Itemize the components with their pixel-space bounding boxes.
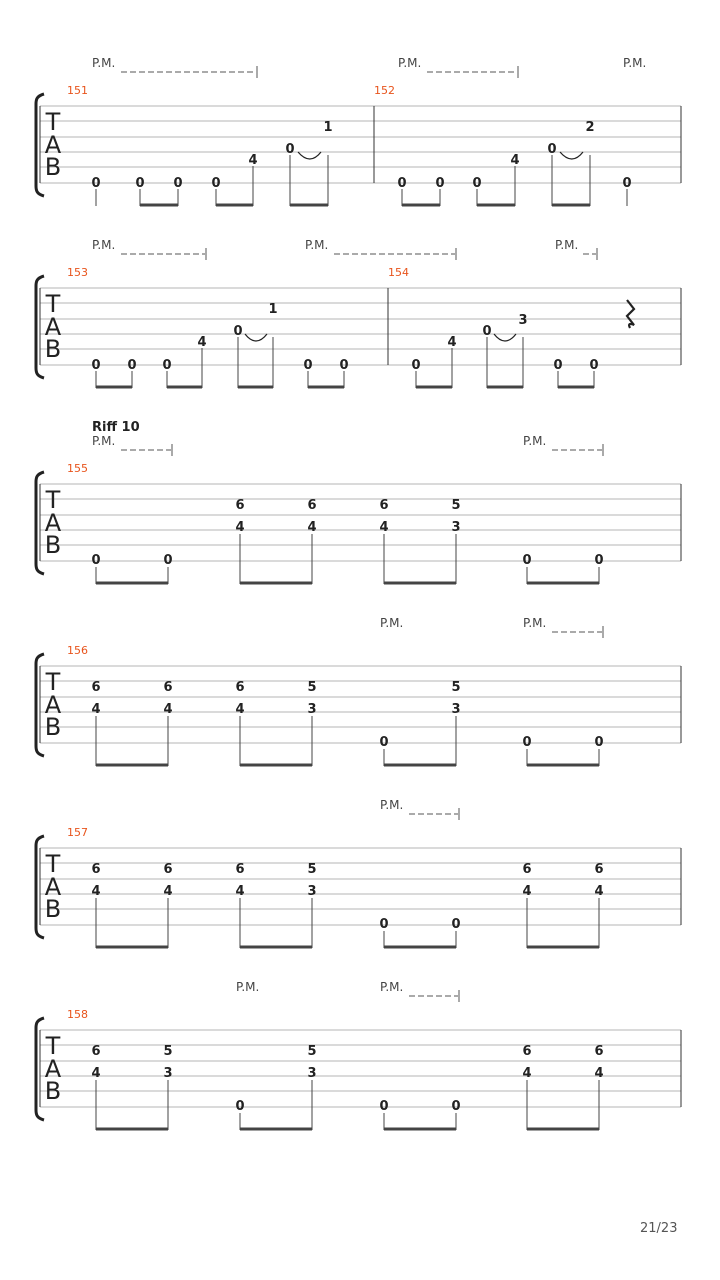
fret-number: 0 (163, 553, 173, 568)
palm-mute-label: P.M. (92, 56, 116, 70)
fret-number: 0 (622, 176, 632, 191)
fret-number: 3 (518, 313, 528, 328)
tab-clef-t: T (45, 850, 61, 878)
fret-number: 6 (163, 680, 173, 695)
fret-number: 0 (411, 358, 421, 373)
fret-number: 0 (135, 176, 145, 191)
fret-number: 3 (307, 884, 317, 899)
fret-number: 4 (163, 702, 173, 717)
fret-number: 4 (447, 335, 457, 350)
fret-number: 6 (307, 498, 317, 513)
fret-number: 3 (163, 1066, 173, 1081)
measure-number: 155 (67, 462, 88, 475)
staff-lines (40, 848, 681, 925)
fret-number: 3 (451, 702, 461, 717)
fret-number: 0 (173, 176, 183, 191)
fret-number: 0 (303, 358, 313, 373)
slur (560, 152, 583, 159)
tab-clef-b: B (44, 153, 62, 181)
fret-number: 4 (235, 702, 245, 717)
fret-number: 6 (91, 680, 101, 695)
measure-number: 157 (67, 826, 88, 839)
fret-numbers (91, 120, 631, 191)
fret-number: 0 (547, 142, 557, 157)
fret-number: 0 (91, 176, 101, 191)
fret-number: 3 (307, 1066, 317, 1081)
measure-number: 154 (388, 266, 409, 279)
staff-system-3 (36, 420, 681, 584)
palm-mute-label: P.M. (305, 238, 329, 252)
palm-mute-label: P.M. (380, 798, 404, 812)
fret-number: 6 (522, 1044, 532, 1059)
fret-number: 0 (594, 553, 604, 568)
quarter-rest (627, 300, 634, 328)
tab-clef-a: A (44, 131, 62, 159)
fret-number: 0 (594, 735, 604, 750)
fret-number: 4 (235, 884, 245, 899)
fret-number: 0 (379, 735, 389, 750)
measure-number: 152 (374, 84, 395, 97)
measure-number: 153 (67, 266, 88, 279)
tab-clef-a: A (44, 873, 62, 901)
palm-mute-label: P.M. (398, 56, 422, 70)
fret-number: 1 (323, 120, 333, 135)
fret-number: 0 (435, 176, 445, 191)
tab-clef-b: B (44, 895, 62, 923)
fret-number: 6 (594, 862, 604, 877)
staff-lines (40, 288, 681, 365)
fret-number: 0 (451, 1099, 461, 1114)
tab-clef-a: A (44, 313, 62, 341)
measure-number: 156 (67, 644, 88, 657)
fret-number: 4 (594, 884, 604, 899)
fret-number: 5 (163, 1044, 173, 1059)
fret-number: 0 (339, 358, 349, 373)
section-label: Riff 10 (92, 420, 140, 435)
page-number: 21/23 (640, 1221, 678, 1236)
fret-number: 0 (127, 358, 137, 373)
tab-clef-a: A (44, 509, 62, 537)
fret-number: 5 (451, 680, 461, 695)
fret-number: 1 (268, 302, 278, 317)
fret-number: 2 (585, 120, 595, 135)
staff-system-4 (36, 616, 681, 766)
fret-number: 4 (510, 153, 520, 168)
tab-clef-b: B (44, 1077, 62, 1105)
staff-lines (40, 1030, 681, 1107)
fret-number: 0 (522, 735, 532, 750)
fret-number: 4 (91, 1066, 101, 1081)
palm-mute-label: P.M. (523, 434, 547, 448)
fret-number: 0 (91, 553, 101, 568)
fret-number: 0 (285, 142, 295, 157)
slur (298, 152, 321, 159)
fret-number: 4 (163, 884, 173, 899)
fret-number: 4 (248, 153, 258, 168)
fret-number: 4 (379, 520, 389, 535)
tab-clef-t: T (45, 668, 61, 696)
fret-number: 4 (235, 520, 245, 535)
palm-mute-label: P.M. (380, 616, 404, 630)
slur (494, 334, 516, 341)
fret-number: 5 (307, 680, 317, 695)
fret-number: 5 (307, 1044, 317, 1059)
fret-number: 0 (233, 324, 243, 339)
fret-number: 0 (397, 176, 407, 191)
staff-system-1 (36, 56, 681, 206)
fret-number: 5 (451, 498, 461, 513)
fret-number: 0 (379, 917, 389, 932)
fret-number: 0 (472, 176, 482, 191)
tab-clef-t: T (45, 108, 61, 136)
note-stems (96, 898, 599, 948)
tab-clef-t: T (45, 290, 61, 318)
fret-numbers (91, 302, 598, 373)
fret-number: 4 (307, 520, 317, 535)
tab-clef-a: A (44, 691, 62, 719)
fret-number: 6 (235, 680, 245, 695)
palm-mute-label: P.M. (623, 56, 647, 70)
staff-system-5 (36, 798, 681, 948)
staff-lines (40, 484, 681, 561)
fret-number: 4 (91, 884, 101, 899)
fret-number: 0 (553, 358, 563, 373)
tab-clef-a: A (44, 1055, 62, 1083)
fret-number: 0 (91, 358, 101, 373)
fret-number: 4 (594, 1066, 604, 1081)
fret-number: 0 (522, 553, 532, 568)
fret-number: 0 (589, 358, 599, 373)
fret-number: 0 (482, 324, 492, 339)
tab-clef-t: T (45, 1032, 61, 1060)
fret-number: 0 (451, 917, 461, 932)
fret-number: 3 (307, 702, 317, 717)
tab-clef-b: B (44, 335, 62, 363)
palm-mute-label: P.M. (92, 434, 116, 448)
measure-number: 158 (67, 1008, 88, 1021)
staff-system-6 (36, 980, 681, 1130)
measure-number: 151 (67, 84, 88, 97)
fret-number: 6 (235, 498, 245, 513)
fret-number: 3 (451, 520, 461, 535)
fret-number: 6 (163, 862, 173, 877)
fret-number: 4 (522, 1066, 532, 1081)
tab-clef-b: B (44, 531, 62, 559)
tab-clef-b: B (44, 713, 62, 741)
fret-number: 5 (307, 862, 317, 877)
fret-number: 4 (522, 884, 532, 899)
fret-number: 0 (211, 176, 221, 191)
palm-mute-label: P.M. (236, 980, 260, 994)
palm-mute-label: P.M. (523, 616, 547, 630)
slur (245, 334, 267, 341)
staff-lines (40, 666, 681, 743)
note-stems (96, 1080, 599, 1130)
fret-number: 6 (235, 862, 245, 877)
tab-clef-t: T (45, 486, 61, 514)
fret-number: 4 (91, 702, 101, 717)
fret-number: 6 (91, 862, 101, 877)
fret-number: 6 (522, 862, 532, 877)
fret-number: 6 (379, 498, 389, 513)
fret-numbers (91, 498, 603, 568)
fret-number: 0 (235, 1099, 245, 1114)
fret-number: 6 (91, 1044, 101, 1059)
staff-lines (40, 106, 681, 183)
staff-system-2 (36, 238, 681, 388)
fret-number: 4 (197, 335, 207, 350)
fret-number: 0 (379, 1099, 389, 1114)
palm-mute-label: P.M. (555, 238, 579, 252)
fret-number: 6 (594, 1044, 604, 1059)
fret-number: 0 (162, 358, 172, 373)
palm-mute-label: P.M. (92, 238, 116, 252)
palm-mute-label: P.M. (380, 980, 404, 994)
